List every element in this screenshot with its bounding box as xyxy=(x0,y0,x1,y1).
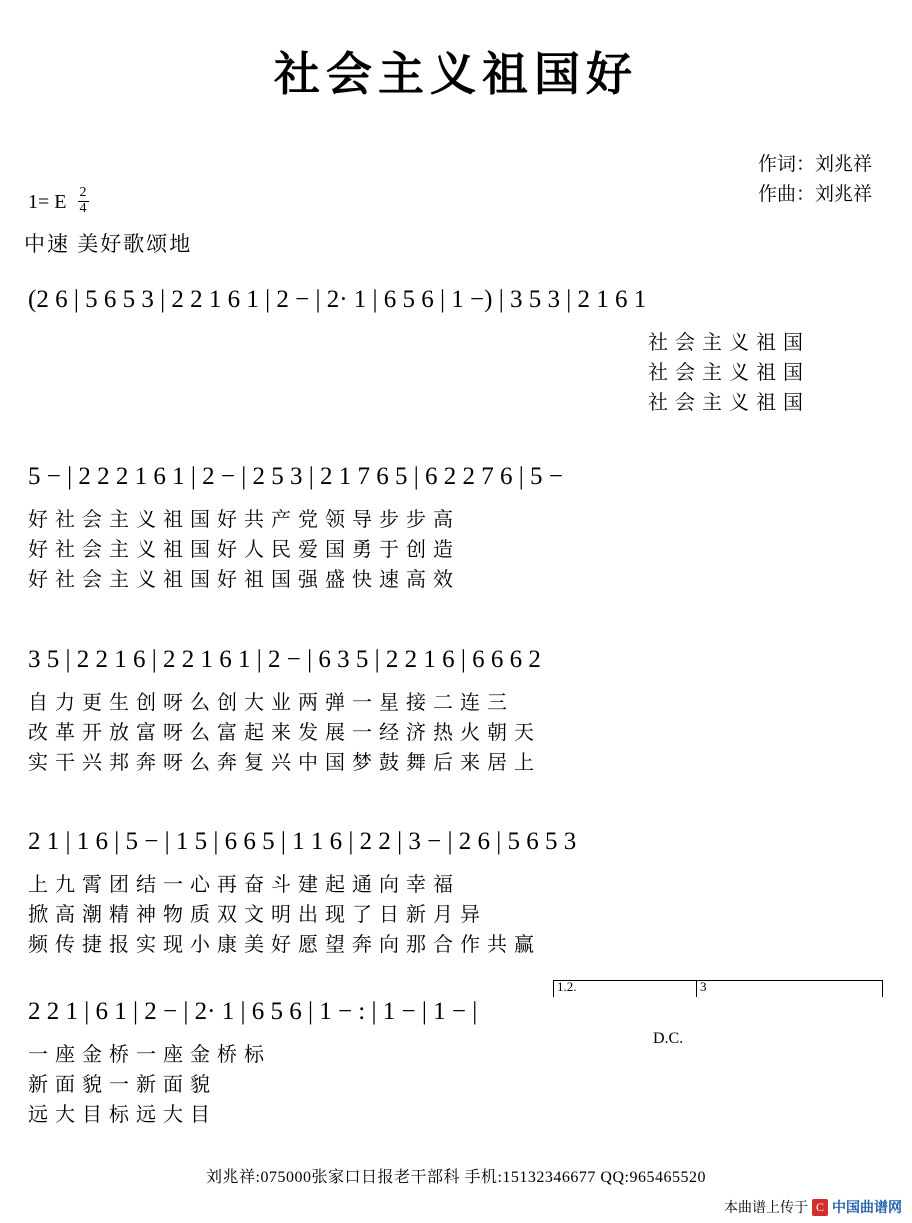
music-system-4 xyxy=(28,828,888,958)
note-row: 5 − | 2 2 2 1 6 1 | 2 − | 2 5 3 | 2 1 7 6 5 | 6 2 2 7 6 | 5 − xyxy=(28,463,563,490)
time-signature-denominator: 4 xyxy=(79,200,87,216)
note-row: 2 1 | 1 6 | 5 − | 1 5 | 6 6 5 | 1 1 6 | 2 2 | 3 − | 2 6 | 5 6 5 3 xyxy=(28,828,577,855)
lyric-line: 社 会 主 义 祖 国 xyxy=(648,362,804,384)
lyricist-credit: 作词：刘兆祥 xyxy=(757,154,872,175)
music-system-1 xyxy=(28,286,888,416)
key-signature xyxy=(28,185,89,218)
site-credit xyxy=(724,1197,902,1217)
lyric-line: 好 社 会 主 义 祖 国 好 共 产 党 领 导 步 步 高 xyxy=(28,509,454,531)
time-signature xyxy=(78,186,89,216)
tempo-marking: 中速 美好歌颂地 xyxy=(24,232,193,256)
lyric-line: 上 九 霄 团 结 一 心 再 奋 斗 建 起 通 向 幸 福 xyxy=(28,874,454,896)
note-row: 2 2 1 | 6 1 | 2 − | 2· 1 | 6 5 6 | 1 − : | 1 − | 1 − | xyxy=(28,998,478,1025)
ending-tick-left xyxy=(553,981,554,997)
lyric-line: 频 传 捷 报 实 现 小 康 美 好 愿 望 奔 向 那 合 作 共 赢 xyxy=(28,934,535,956)
dc-marking: D.C. xyxy=(653,1030,684,1047)
lyric-line: 远 大 目 标 远 大 目 xyxy=(28,1104,211,1126)
ending-tick-right xyxy=(882,981,883,997)
lyric-line: 实 干 兴 邦 奔 呀 么 奔 复 兴 中 国 梦 鼓 舞 后 来 居 上 xyxy=(28,752,535,774)
ending-label-1: 1.2. xyxy=(557,979,577,994)
page-title: 社会主义祖国好 xyxy=(274,47,638,101)
lyric-line: 社 会 主 义 祖 国 xyxy=(648,332,804,354)
lyric-line: 好 社 会 主 义 祖 国 好 人 民 爱 国 勇 于 创 造 xyxy=(28,539,454,561)
time-signature-numerator: 2 xyxy=(79,185,87,200)
lyric-line: 自 力 更 生 创 呀 么 创 大 业 两 弹 一 星 接 二 连 三 xyxy=(28,692,508,714)
lyric-line: 一 座 金 桥 一 座 金 桥 标 xyxy=(28,1044,265,1066)
site-name[interactable]: 中国曲谱网 xyxy=(832,1201,902,1216)
music-system-5 xyxy=(28,979,888,1128)
note-row: (2 6 | 5 6 5 3 | 2 2 1 6 1 | 2 − | 2· 1 | 6 5 6 | 1 −) | 3 5 3 | 2 1 6 1 xyxy=(28,286,647,313)
music-system-3 xyxy=(28,646,888,776)
site-logo-icon: C xyxy=(812,1199,828,1216)
lyric-line: 社 会 主 义 祖 国 xyxy=(648,392,804,414)
ending-tick-mid xyxy=(696,981,697,997)
ending-label-2: 3 xyxy=(700,979,707,994)
composer-credit: 作曲：刘兆祥 xyxy=(757,184,872,205)
lyric-line: 掀 高 潮 精 神 物 质 双 文 明 出 现 了 日 新 月 异 xyxy=(28,904,481,926)
music-system-2 xyxy=(28,463,888,593)
credits-block xyxy=(758,150,872,210)
lyric-line: 改 革 开 放 富 呀 么 富 起 来 发 展 一 经 济 热 火 朝 天 xyxy=(28,722,535,744)
contact-footer: 刘兆祥:075000张家口日报老干部科 手机:15132346677 QQ:965465520 xyxy=(206,1169,706,1186)
sheet-music-page xyxy=(0,38,912,1223)
ending-bracket xyxy=(553,980,883,997)
note-row: 3 5 | 2 2 1 6 | 2 2 1 6 1 | 2 − | 6 3 5 | 2 2 1 6 | 6 6 6 2 xyxy=(28,646,541,673)
lyric-line: 新 面 貌 一 新 面 貌 xyxy=(28,1074,211,1096)
site-credit-prefix: 本曲谱上传于 xyxy=(723,1201,808,1216)
key-label: 1= E xyxy=(28,190,67,213)
lyric-line: 好 社 会 主 义 祖 国 好 祖 国 强 盛 快 速 高 效 xyxy=(28,569,454,591)
